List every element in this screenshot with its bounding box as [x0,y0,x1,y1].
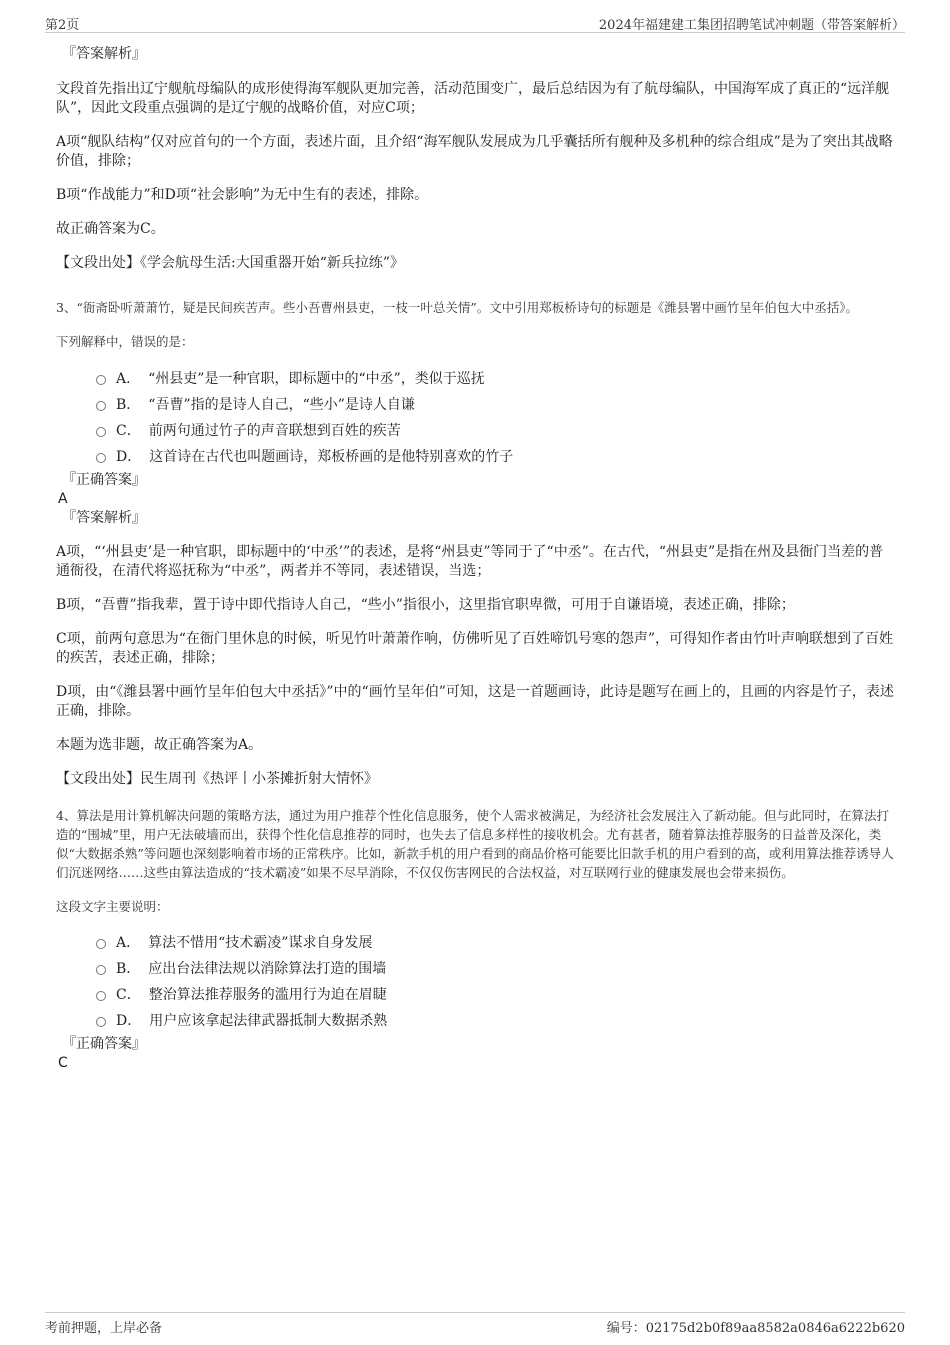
radio-button-icon[interactable] [96,965,106,975]
analysis-label: 『答案解析』 [62,510,146,526]
option-text: 应出台法律法规以消除算法打造的围墙 [148,961,387,977]
analysis-paragraph: A项，“‘州县吏’是一种官职，即标题中的‘中丞’”的表述，是将“州县吏”等同于了“中丞”。在古代，“州县吏”是指在州及县衙门当差的普通衙役，在清代将巡抚称为“中丞”，两者并不等同，表述错误，当选； [56,544,884,579]
analysis-paragraph: 故正确答案为C。 [56,221,165,237]
correct-answer: A [58,491,68,507]
radio-button-icon[interactable] [96,427,106,437]
document-body [56,44,896,1072]
option-text: “州县吏”是一种官职，即标题中的“中丞”，类似于巡抚 [148,371,485,387]
correct-answer-label: 『正确答案』 [62,1036,146,1052]
question-prompt: 下列解释中，错误的是： [56,334,194,349]
footer-slogan: 考前押题，上岸必备 [45,1321,163,1336]
option-letter: B． [116,961,141,977]
option-list [56,930,896,1034]
option-letter: A． [116,935,141,951]
question-prompt: 这段文字主要说明： [56,899,169,914]
radio-button-icon[interactable] [96,991,106,1001]
option-letter: D． [116,449,142,465]
option-d[interactable] [56,1008,896,1034]
option-text: 算法不惜用“技术霸凌”谋求自身发展 [148,935,373,951]
option-list [56,366,896,470]
analysis-label: 『答案解析』 [62,46,146,62]
analysis-paragraph: D项，由“《潍县署中画竹呈年伯包大中丞括》”中的“画竹呈年伯”可知，这是一首题画诗，此诗是题写在画上的，且画的内容是竹子，表述正确，排除。 [56,684,894,719]
page-footer [45,1312,905,1336]
radio-button-icon[interactable] [96,453,106,463]
option-letter: D． [116,1013,142,1029]
question-stem: 4、算法是用计算机解决问题的策略方法，通过为用户推荐个性化信息服务，使个人需求被满足，为经济社会发展注入了新动能。但与此同时，在算法打造的“围城”里，用户无法破墙而出，获得个性化信息推荐的同时，也失去了信息多样性的接收机会。尤有甚者，随着算法推荐服务的日益普及深化，类似“大数据杀熟”等问题也深刻影响着市场的正常秩序。比如，新款手机的用户看到的商品价格可能要比旧款手机的用户看到的高，或利用算法推荐诱导人们沉迷网络……这些由算法造成的“技术霸凌”如果不尽早消除，不仅仅伤害网民的合法权益，对互联网行业的健康发展也会带来损伤。 [56,808,894,880]
option-letter: A． [116,371,141,387]
option-text: 用户应该拿起法律武器抵制大数据杀熟 [149,1013,388,1029]
analysis-paragraph: C项，前两句意思为“在衙门里休息的时候，听见竹叶萧萧作响，仿佛听见了百姓啼饥号寒的怨声”，可得知作者由竹叶声响联想到了百姓的疾苦，表述正确，排除； [56,631,894,666]
option-c[interactable] [56,418,896,444]
document-id: 编号：02175d2b0f89aa8582a0846a6222b620 [606,1321,905,1336]
correct-answer-label: 『正确答案』 [62,472,146,488]
option-a[interactable] [56,930,896,956]
radio-button-icon[interactable] [96,939,106,949]
option-text: 整治算法推荐服务的滥用行为迫在眉睫 [148,987,387,1003]
option-letter: C． [116,987,141,1003]
analysis-paragraph: B项“作战能力”和D项“社会影响”为无中生有的表述，排除。 [56,187,429,203]
analysis-paragraph: 本题为选非题，故正确答案为A。 [56,737,263,753]
radio-button-icon[interactable] [96,401,106,411]
correct-answer: C [58,1055,68,1071]
option-letter: C． [116,423,141,439]
document-title: 2024年福建建工集团招聘笔试冲刺题（带答案解析） [598,18,905,33]
analysis-paragraph: 文段首先指出辽宁舰航母编队的成形使得海军舰队更加完善，活动范围变广，最后总结因为有了航母编队，中国海军成了真正的“远洋舰队”，因此文段重点强调的是辽宁舰的战略价值，对应C项； [56,81,890,116]
source-citation: 【文段出处】《学会航母生活:大国重器开始“新兵拉练”》 [56,255,405,271]
option-c[interactable] [56,982,896,1008]
option-b[interactable] [56,392,896,418]
analysis-paragraph: B项，“吾曹”指我辈，置于诗中即代指诗人自己，“些小”指很小，这里指官职卑微，可用于自谦语境，表述正确，排除； [56,597,795,613]
option-text: 这首诗在古代也叫题画诗，郑板桥画的是他特别喜欢的竹子 [149,449,514,465]
option-text: “吾曹”指的是诗人自己，“些小”是诗人自谦 [148,397,415,413]
radio-button-icon[interactable] [96,1017,106,1027]
source-citation: 【文段出处】民生周刊《热评丨小茶摊折射大情怀》 [56,771,378,787]
page-number: 第2页 [45,18,80,33]
question-stem: 3、“衙斋卧听萧萧竹，疑是民间疾苦声。些小吾曹州县吏，一枝一叶总关情”。文中引用郑板桥诗句的标题是《潍县署中画竹呈年伯包大中丞括》。 [56,300,858,315]
analysis-paragraph: A项“舰队结构”仅对应首句的一个方面，表述片面，且介绍“海军舰队发展成为几乎囊括所有舰种及多机种的综合组成”是为了突出其战略价值，排除； [56,134,893,169]
option-d[interactable] [56,444,896,470]
radio-button-icon[interactable] [96,375,106,385]
option-a[interactable] [56,366,896,392]
option-letter: B． [116,397,141,413]
page-header [45,14,905,33]
option-text: 前两句通过竹子的声音联想到百姓的疾苦 [148,423,401,439]
option-b[interactable] [56,956,896,982]
